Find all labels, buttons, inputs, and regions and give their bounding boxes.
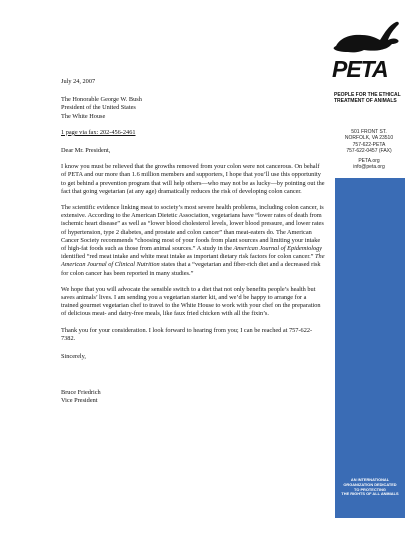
fax-line: 1 page via fax: 202-456-2461 [61,128,136,136]
tagline-line: AN INTERNATIONAL [350,477,390,482]
email-link[interactable]: info@peta.org [353,164,385,171]
signer-title: Vice President [61,397,98,405]
org-name [334,92,414,104]
recipient-line: President of the United States [61,104,136,112]
paragraph-2 [61,204,325,278]
paragraph-1: I know you must be relieved that the growths removed from your colon were not cancerous. On behalf of PETA and our more than 1.6 million members and supporters, I hope that you’ll use this opportunity to get behind a prevention program that will help others—who may not be as lucky—by pointing out the fact that going vegetarian (at any age) dramatically reduces the risk of developing colon cancer. [61,163,325,195]
recipient-address [61,96,325,121]
journal-title: American Journal of Epidemiology [233,245,323,253]
address-line: 501 FRONT ST. [351,129,387,135]
closing: Sincerely, [61,353,86,361]
phone-line: 757-622-PETA [352,141,386,148]
paragraph-2-text: The scientific evidence linking meat to society’s most severe health problems, including colon cancer, is extensive. According to the American Dietetic Association, vegetarians have “lower rates of death from ischemic heart disease” as well as “lower blood cholesterol levels, lower blood pressure, and lower rates of hypertension, type 2 diabetes, and prostate and colon cancer” than meat-eaters do. The American Cancer Society recommends “choosing most of your foods from plant sources and limiting your intake of high-fat foods such as those from animal sources.” A study in the [61,204,324,253]
signer-name: Bruce Friedrich [61,389,101,397]
tagline-line: ORGANIZATION DEDICATED [343,481,397,487]
letter-date: July 24, 2007 [61,78,96,85]
letter-body [61,78,325,406]
tagline-line: THE RIGHTS OF ALL ANIMALS [341,491,399,497]
website-link[interactable]: PETA.org [358,158,380,164]
org-web [333,158,405,171]
rabbit-icon [330,16,402,56]
org-address [333,129,405,154]
salutation: Dear Mr. President, [61,147,111,155]
paragraph-2-text: identified “red meat intake and white meat intake as important dietary risk factors for colon cancer.” [61,253,316,261]
paragraph-3: We hope that you will advocate the sensible switch to a diet that not only benefits people’s health but saves animals’ lives. I am sending you a vegetarian starter kit, and we’d be happy to arrange for a trained gourmet vegetarian chef to travel to the White House to work with your chef on the preparation of delicious meat- and dairy-free meals, like faux fried chicken with all the fixin’s. [61,285,321,318]
address-line: NORFOLK, VA 23510 [344,135,394,142]
paragraph-2-text: states that a “vegetarian and fiber-rich diet and a decreased risk for colon cancer has been reported in many studies.” [61,261,321,277]
org-tagline [339,478,401,497]
org-name-line: PEOPLE FOR THE ETHICAL [334,92,401,98]
accent-bar [335,178,405,518]
journal-title: The American Journal of Clinical Nutrition [61,253,325,269]
recipient-line: The White House [61,112,106,120]
tagline-line: TO PROTECTING [354,486,386,492]
org-name-line: TREATMENT OF ANIMALS [334,98,397,105]
logo-wordmark: PETA [332,56,388,82]
fax-number-line: 757-622-0457 (FAX) [346,147,392,154]
paragraph-4: Thank you for your consideration. I look forward to hearing from you; I can be reached at 757-622-7382. [61,326,313,342]
recipient-line: The Honorable George W. Bush [61,96,142,104]
signature-block [61,389,325,405]
